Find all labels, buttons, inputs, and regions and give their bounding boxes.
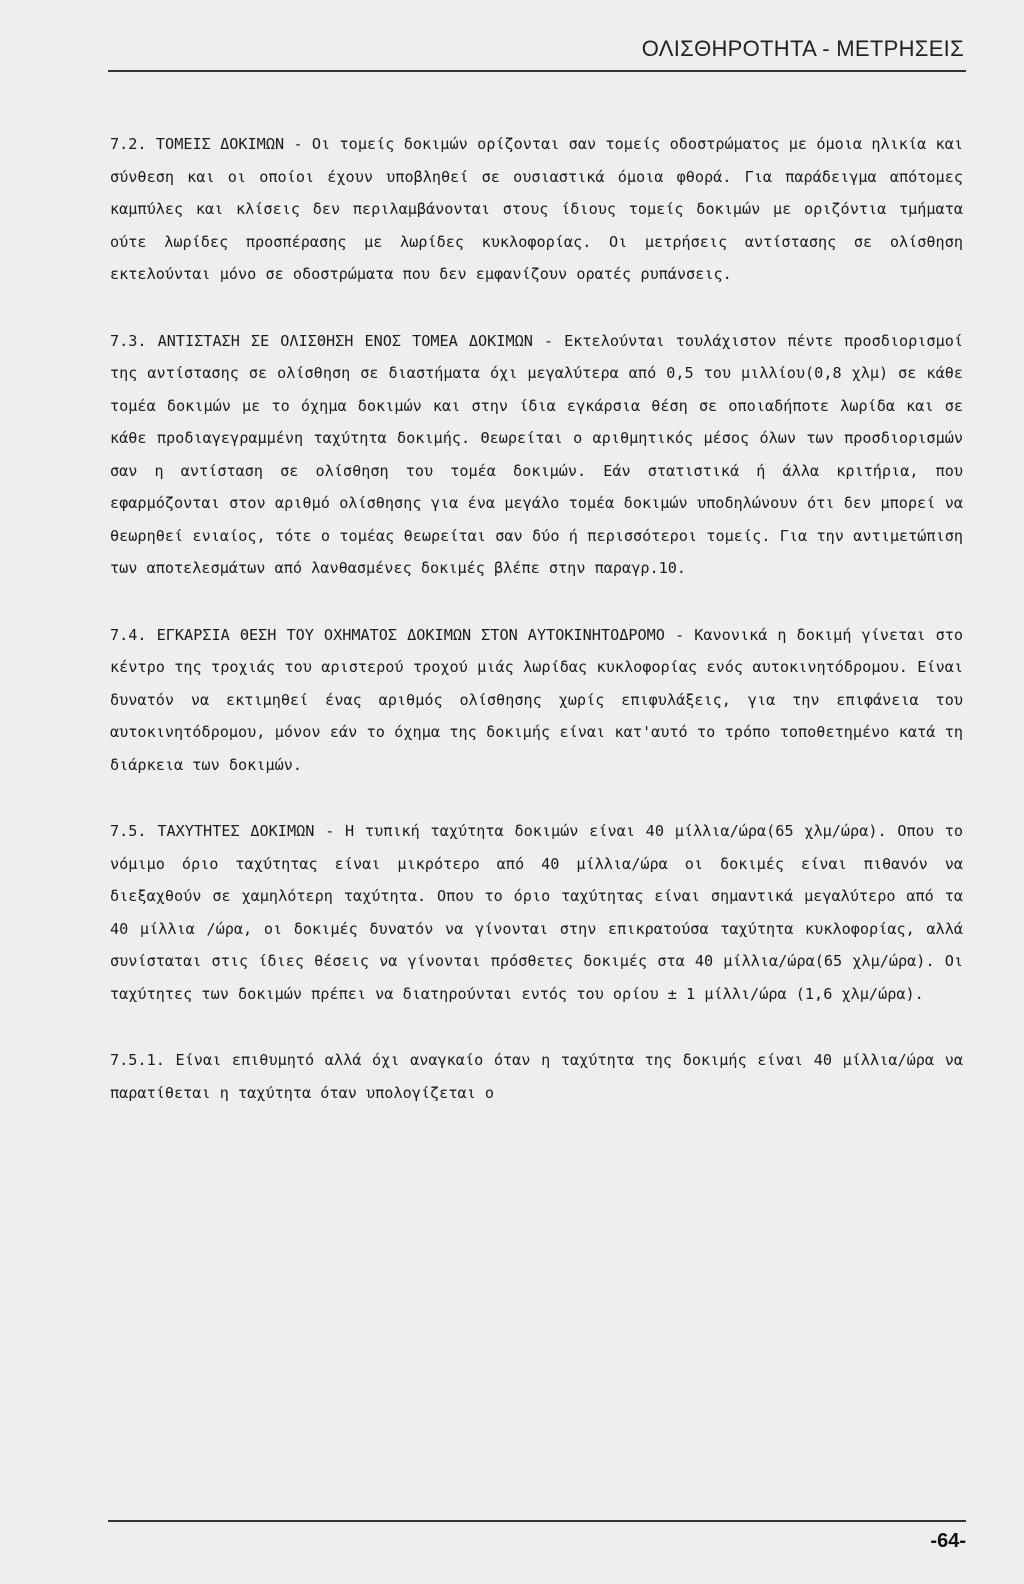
section-text: - Οι τομείς δοκιμών ορίζονται σαν τομείς οδοστρώματος με όμοια ηλικία και σύνθεση και οι οποίοι έχουν υποβληθεί σε ουσιαστικά όμοια φθορά. Για παράδειγμα απότομες καμπύλες και κλίσεις δεν περιλαμβάνονται στους ίδιους τομείς δοκιμών με οριζόντια τμήματα ούτε λωρίδες προσπέρασης με λωρίδες κυκλοφορίας. Οι μετρήσεις αντίστασης σε ολίσθηση εκτελούνται μόνο σε οδοστρώματα που δεν εμφανίζουν ορατές ρυπάνσεις. (110, 135, 963, 283)
section-text: - Κανονικά η δοκιμή γίνεται στο κέντρο της τροχιάς του αριστερού τροχού μιάς λωρίδας κυκλοφορίας ενός αυτοκινητόδρομου. Είναι δυνατόν να εκτιμηθεί ένας αριθμός ολίσθησης χωρίς επιφυλάξεις, για την επιφάνεια του αυτοκινητόδρομου, μόνον εάν το όχημα της δοκιμής είναι κατ'αυτό το τρόπο τοποθετημένο κατά τη διάρκεια των δοκιμών. (110, 625, 963, 774)
section-7-4 (110, 619, 963, 782)
section-heading: 7.3. ΑΝΤΙΣΤΑΣΗ ΣΕ ΟΛΙΣΘΗΣΗ ΕΝΟΣ ΤΟΜΕΑ ΔΟΚΙΜΩΝ (110, 331, 533, 350)
section-7-3 (110, 325, 963, 585)
section-text: - Η τυπική ταχύτητα δοκιμών είναι 40 μίλλια/ώρα(65 χλμ/ώρα). Οπου το νόμιμο όριο ταχύτητας είναι μικρότερο από 40 μίλλια/ώρα οι δοκιμές είναι πιθανόν να διεξαχθούν σε χαμηλότερη ταχύτητα. Οπου το όριο ταχύτητας είναι σημαντικά μεγαλύτερο από τα 40 μίλλια /ώρα, οι δοκιμές δυνατόν να γίνονται στην επικρατούσα ταχύτητα κυκλοφορίας, αλλά συνίσταται στις ίδιες θέσεις να γίνονται πρόσθετες δοκιμές στα 40 μίλλια/ώρα(65 χλμ/ώρα). Οι ταχύτητες των δοκιμών πρέπει να διατηρούνται εντός του ορίου ± 1 μίλλι/ώρα (1,6 χλμ/ώρα). (110, 822, 963, 1003)
section-heading: 7.5.1. (110, 1051, 165, 1069)
section-text: Είναι επιθυμητό αλλά όχι αναγκαίο όταν η ταχύτητα της δοκιμής είναι 40 μίλλια/ώρα να παρατίθεται η ταχύτητα όταν υπολογίζεται ο (110, 1051, 963, 1102)
page-number: -64- (930, 1530, 966, 1552)
section-7-5 (110, 815, 963, 1010)
footer-divider (108, 1520, 966, 1522)
header-divider (108, 70, 966, 72)
document-body (110, 128, 963, 1109)
section-heading: 7.5. ΤΑΧΥΤΗΤΕΣ ΔΟΚΙΜΩΝ (110, 822, 315, 840)
section-heading: 7.2. ΤΟΜΕΙΣ ΔΟΚΙΜΩΝ (110, 135, 285, 153)
section-text: - Εκτελούνται τουλάχιστον πέντε προσδιορισμοί της αντίστασης σε ολίσθηση σε διαστήματα όχι μεγαλύτερα από 0,5 του μιλλίου(0,8 χλμ) σε κάθε τομέα δοκιμών με το όχημα δοκιμών και στην ίδια εγκάρσια θέση σε οποιαδήποτε λωρίδα και σε κάθε προδιαγεγραμμένη ταχύτητα δοκιμής. Θεωρείται ο αριθμητικός μέσος όλων των προσδιορισμών σαν η αντίσταση σε ολίσθηση του τομέα δοκιμών. Εάν στατιστικά ή άλλα κριτήρια, που εφαρμόζονται στον αριθμό ολίσθησης για ένα μεγάλο τομέα δοκιμών υποδηλώνουν ότι δεν μπορεί να θεωρηθεί ενιαίος, τότε ο τομέας θεωρείται σαν δύο ή περισσότεροι τομείς. Για την αντιμετώπιση των αποτελεσμάτων από λανθασμένες δοκιμές βλέπε στην παραγρ.10. (110, 331, 964, 577)
section-7-2 (110, 128, 963, 291)
running-header-title: ΟΛΙΣΘΗΡΟΤΗΤΑ - ΜΕΤΡΗΣΕΙΣ (641, 36, 964, 61)
section-7-5-1 (110, 1044, 963, 1109)
section-heading: 7.4. ΕΓΚΑΡΣΙΑ ΘΕΣΗ ΤΟΥ ΟΧΗΜΑΤΟΣ ΔΟΚΙΜΩΝ ΣΤΟΝ ΑΥΤΟΚΙΝΗΤΟΔΡΟΜΟ (110, 625, 665, 644)
